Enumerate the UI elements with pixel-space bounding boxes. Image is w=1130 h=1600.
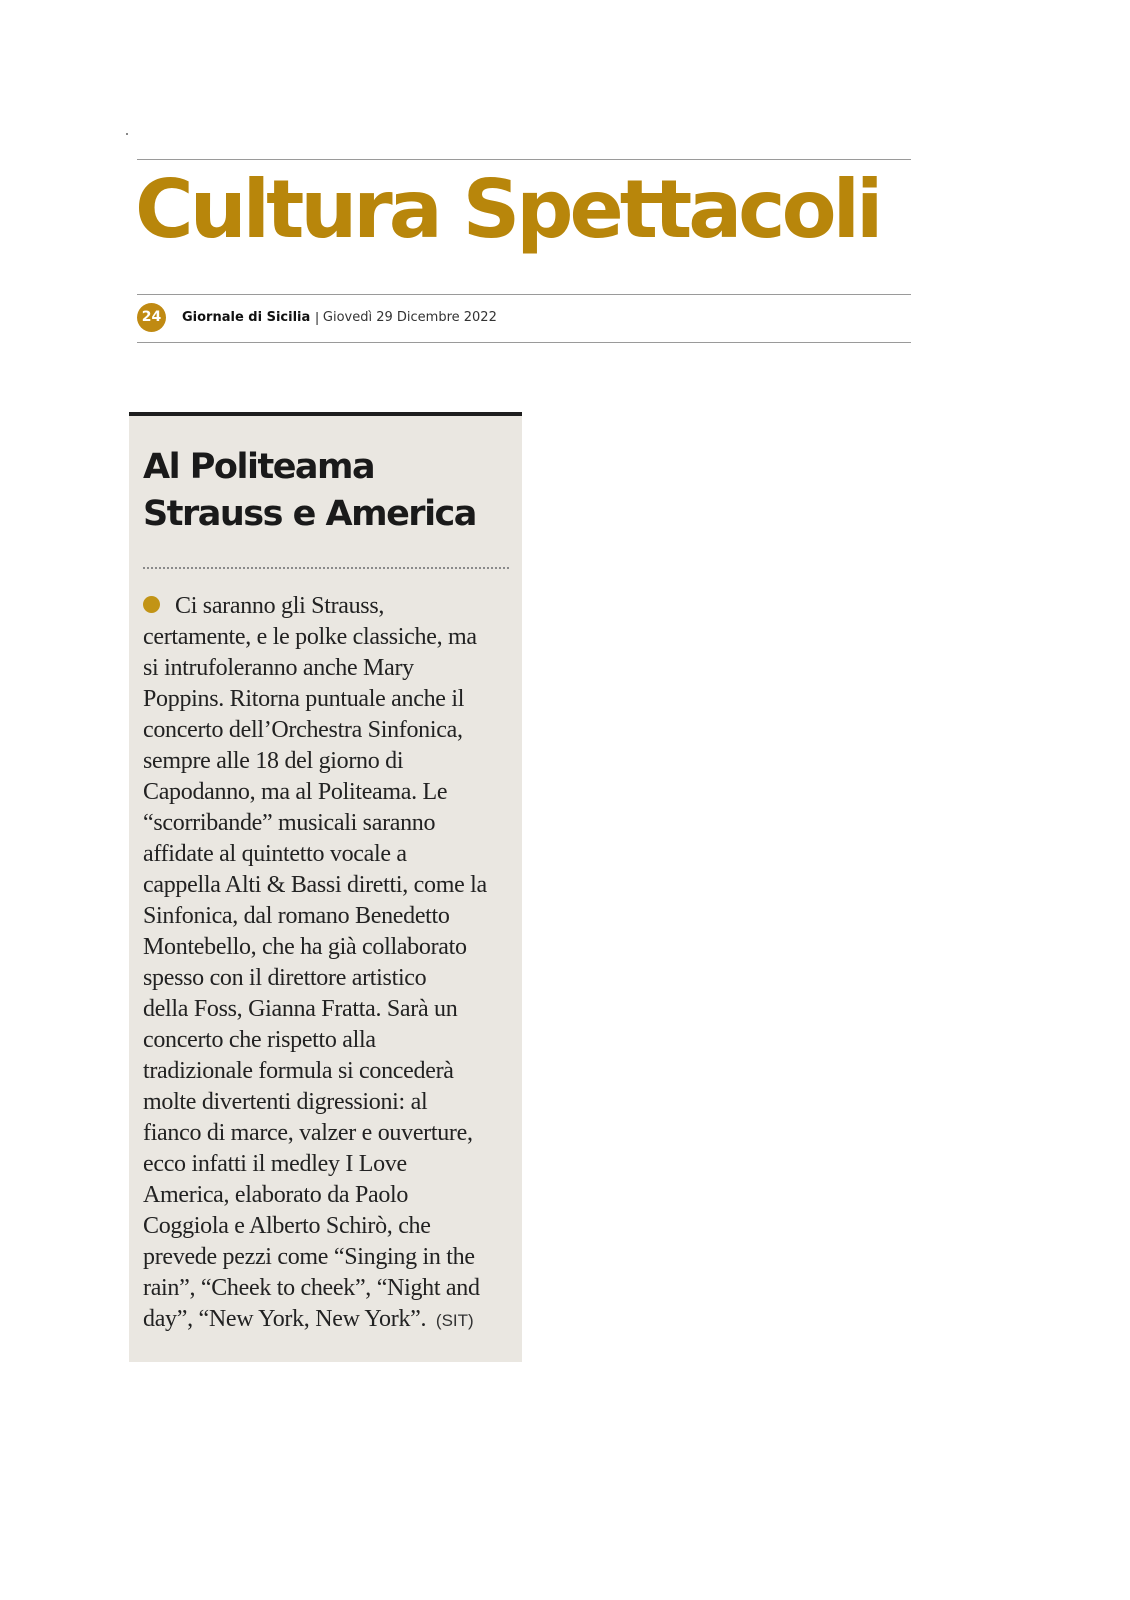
publication-name: Giornale di Sicilia: [182, 309, 311, 325]
body-line: [143, 1056, 513, 1087]
body-line: [143, 1242, 513, 1273]
body-line: [143, 963, 513, 994]
body-line: [143, 1118, 513, 1149]
publication-date: Giovedì 29 Dicembre 2022: [322, 309, 497, 325]
page-meta: [137, 302, 497, 332]
body-line: [143, 1273, 513, 1304]
body-line: [143, 839, 513, 870]
article-headline: [143, 444, 476, 538]
body-line-text: Coggiola e Alberto Schirò, che: [143, 1213, 431, 1239]
body-line-text: spesso con il direttore artistico: [143, 965, 427, 991]
author-credit: (SIT): [435, 1311, 474, 1330]
body-line-text: sempre alle 18 del giorno di: [143, 748, 404, 774]
body-line-text: Ci saranno gli Strauss,: [175, 593, 385, 619]
body-line-text: Sinfonica, dal romano Benedetto: [143, 903, 450, 929]
body-line: [143, 591, 513, 622]
meta-separator: |: [315, 309, 319, 325]
body-line: [143, 684, 513, 715]
body-line-text: America, elaborato da Paolo: [143, 1182, 409, 1208]
article-body: [143, 591, 513, 1336]
body-line-text: Poppins. Ritorna puntuale anche il: [143, 686, 465, 712]
body-line: [143, 653, 513, 684]
body-line-text: della Foss, Gianna Fratta. Sarà un: [143, 996, 458, 1022]
body-line: [143, 715, 513, 746]
body-line-text: molte divertenti digressioni: al: [143, 1089, 428, 1115]
body-line: [143, 932, 513, 963]
body-line: [143, 622, 513, 653]
body-line: [143, 808, 513, 839]
body-line-text: certamente, e le polke classiche, ma: [143, 624, 477, 650]
body-line: [143, 994, 513, 1025]
page-number-badge: 24: [137, 303, 166, 332]
dotted-divider: [143, 567, 509, 569]
body-line-text: Montebello, che ha già collaborato: [143, 934, 467, 960]
section-title: Cultura Spettacoli: [135, 163, 880, 256]
body-line-text: prevede pezzi come “Singing in the: [143, 1244, 475, 1270]
body-line-text: day”, “New York, New York”.: [143, 1306, 427, 1332]
body-line: [143, 746, 513, 777]
body-line-text: rain”, “Cheek to cheek”, “Night and: [143, 1275, 480, 1301]
body-line: [143, 1211, 513, 1242]
body-line-text: fianco di marce, valzer e ouverture,: [143, 1120, 473, 1146]
headline-line: Al Politeama: [143, 447, 375, 487]
scan-speck: [126, 133, 128, 135]
body-line: [143, 1087, 513, 1118]
body-line: [143, 777, 513, 808]
body-line: [143, 1180, 513, 1211]
body-line-text: ecco infatti il medley I Love: [143, 1151, 407, 1177]
body-line-text: tradizionale formula si concederà: [143, 1058, 454, 1084]
body-line-text: concerto dell’Orchestra Sinfonica,: [143, 717, 463, 743]
bullet-dot-icon: [143, 596, 160, 613]
body-line-text: “scorribande” musicali saranno: [143, 810, 436, 836]
body-line: [143, 870, 513, 901]
body-line-text: concerto che rispetto alla: [143, 1027, 376, 1053]
body-line-text: affidate al quintetto vocale a: [143, 841, 407, 867]
body-line-text: si intrufoleranno anche Mary: [143, 655, 414, 681]
article-box: [129, 412, 522, 1362]
body-line: [143, 1149, 513, 1180]
headline-line: Strauss e America: [143, 494, 476, 534]
body-line: [143, 1304, 513, 1336]
meta-rule: [137, 342, 911, 343]
body-line-text: Capodanno, ma al Politeama. Le: [143, 779, 448, 805]
body-line: [143, 1025, 513, 1056]
body-line-text: cappella Alti & Bassi diretti, come la: [143, 872, 487, 898]
body-line: [143, 901, 513, 932]
header-rule: [137, 294, 911, 295]
